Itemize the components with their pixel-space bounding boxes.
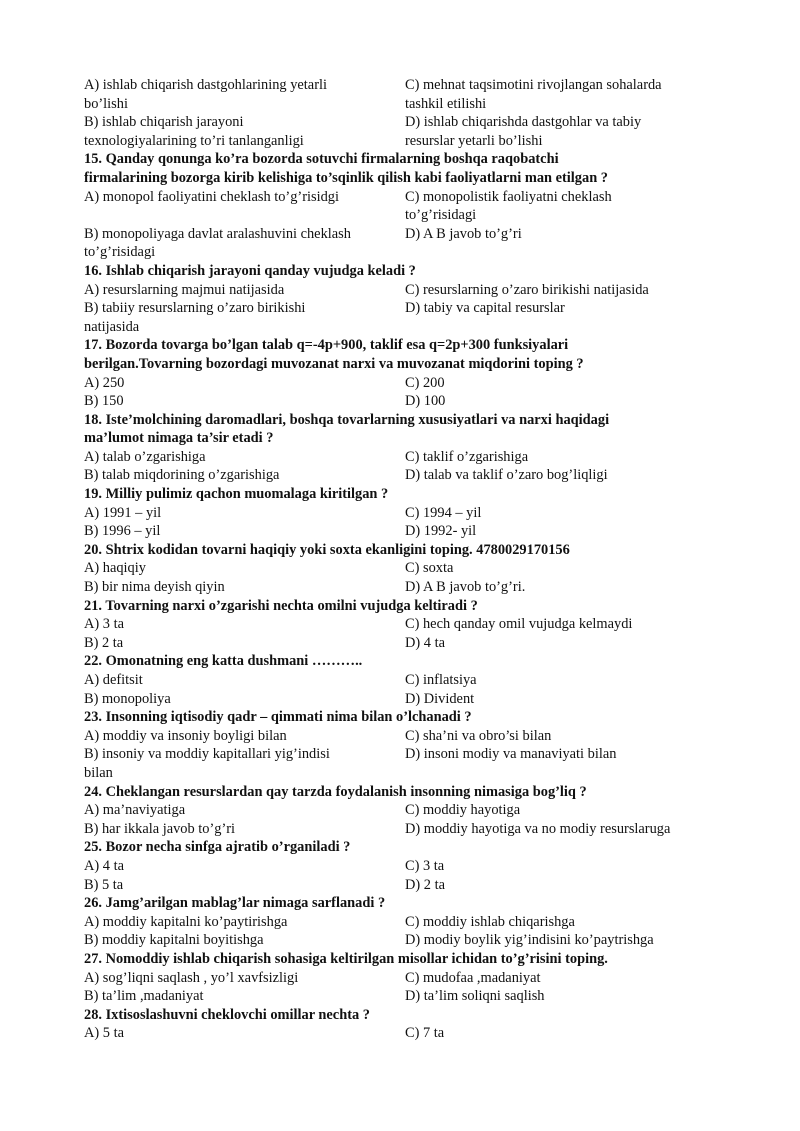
question-text: 21. Tovarning narxi o’zgarishi nechta omilni vujudga keltiradi ?	[84, 597, 478, 614]
option-line: A) moddiy va insoniy boyligi bilan	[84, 727, 287, 744]
option-line: A) ma’naviyatiga	[84, 802, 186, 819]
answer-option-right	[405, 76, 724, 113]
option-line: A) talab o’zgarishiga	[84, 448, 206, 465]
answer-option-right	[405, 615, 724, 634]
option-line: B) 2 ta	[84, 634, 124, 651]
option-line: texnologiyalarining to’ri tanlanganligi	[84, 132, 304, 149]
option-line: B) talab miqdorining o’zgarishiga	[84, 467, 280, 484]
option-line: C) 200	[405, 374, 445, 391]
answer-options-row	[84, 690, 724, 709]
answer-option-left	[84, 634, 405, 653]
option-line: A) haqiqiy	[84, 560, 146, 577]
answer-option-right	[405, 559, 724, 578]
answer-options-row	[84, 374, 724, 393]
answer-option-right	[405, 857, 724, 876]
answer-option-right	[405, 578, 724, 597]
answer-option-right	[405, 820, 724, 839]
option-line: C) 7 ta	[405, 1025, 445, 1042]
option-line: to’g’risidagi	[405, 207, 477, 224]
option-line: bo’lishi	[84, 95, 128, 112]
option-line: B) 150	[84, 393, 124, 410]
answer-option-left	[84, 392, 405, 411]
question-text: firmalarining bozorga kirib kelishiga to’sqinlik qilish kabi faoliyatlarni man etilgan ?	[84, 169, 608, 186]
option-line: C) moddiy ishlab chiqarishga	[405, 913, 575, 930]
question-text: 18. Iste’molchining daromadlari, boshqa tovarlarning xususiyatlari va narxi haqidagi	[84, 411, 610, 428]
option-line: B) bir nima deyish qiyin	[84, 579, 225, 596]
answer-options-row	[84, 225, 724, 262]
answer-option-right	[405, 876, 724, 895]
answer-options-row	[84, 931, 724, 950]
option-line: A) 5 ta	[84, 1025, 124, 1042]
option-line: D) 1992- yil	[405, 523, 477, 540]
answer-option-left	[84, 504, 405, 523]
option-line: C) mehnat taqsimotini rivojlangan sohalarda	[405, 77, 662, 93]
option-line: D) moddiy hayotiga va no modiy resurslaruga	[405, 820, 671, 837]
answer-option-right	[405, 801, 724, 820]
question-text: 26. Jamg’arilgan mablag’lar nimaga sarflanadi ?	[84, 895, 386, 912]
answer-option-left	[84, 690, 405, 709]
answer-option-right	[405, 690, 724, 709]
option-line: D) A B javob to’g’ri.	[405, 579, 526, 596]
option-line: D) 100	[405, 393, 446, 410]
option-line: D) tabiy va capital resurslar	[405, 300, 565, 317]
option-line: D) insoni modiy va manaviyati bilan	[405, 746, 617, 763]
option-line: D) ta’lim soliqni saqlish	[405, 988, 545, 1005]
question-text: 24. Cheklangan resurslardan qay tarzda foydalanish insonning nimasiga bog’liq ?	[84, 783, 587, 800]
answer-option-right	[405, 448, 724, 467]
answer-options-row	[84, 820, 724, 839]
option-line: A) 1991 – yil	[84, 504, 162, 521]
option-line: A) defitsit	[84, 672, 143, 688]
option-line: A) 250	[84, 374, 125, 391]
option-line: D) 4 ta	[405, 634, 445, 651]
option-line: C) inflatsiya	[405, 672, 477, 688]
answer-option-left	[84, 281, 405, 300]
answer-option-left	[84, 931, 405, 950]
answer-option-left	[84, 559, 405, 578]
answer-option-left	[84, 987, 405, 1006]
answer-option-left	[84, 857, 405, 876]
answer-option-left	[84, 727, 405, 746]
answer-option-left	[84, 522, 405, 541]
answer-options-row	[84, 1024, 724, 1043]
answer-options-row	[84, 969, 724, 988]
answer-options-row	[84, 913, 724, 932]
answer-option-left	[84, 745, 405, 782]
question-text: ma’lumot nimaga ta’sir etadi ?	[84, 430, 274, 447]
answer-option-left	[84, 299, 405, 336]
option-line: A) 3 ta	[84, 616, 124, 633]
question-text: 28. Ixtisoslashuvni cheklovchi omillar nechta ?	[84, 1006, 370, 1023]
answer-options-row	[84, 299, 724, 336]
question-text: 22. Omonatning eng katta dushmani ………..	[84, 653, 363, 670]
question-text: berilgan.Tovarning bozordagi muvozanat narxi va muvozanat miqdorini toping ?	[84, 355, 584, 372]
option-line: A) resurslarning majmui natijasida	[84, 281, 285, 298]
option-line: D) modiy boylik yig’indisini ko’paytrishga	[405, 932, 654, 949]
answer-options-row	[84, 281, 724, 300]
answer-option-right	[405, 969, 724, 988]
answer-option-right	[405, 392, 724, 411]
option-line: D) 2 ta	[405, 876, 445, 893]
answer-options-row	[84, 448, 724, 467]
answer-options-row	[84, 801, 724, 820]
option-line: C) 1994 – yil	[405, 504, 482, 521]
option-line: C) mudofaa ,madaniyat	[405, 969, 541, 986]
option-line: C) sha’ni va obro’si bilan	[405, 727, 552, 744]
answer-options-row	[84, 745, 724, 782]
answer-option-left	[84, 615, 405, 634]
option-line: C) resurslarning o’zaro birikishi natijasida	[405, 281, 649, 298]
option-line: B) ishlab chiqarish jarayoni	[84, 114, 244, 131]
answer-options-row	[84, 671, 724, 690]
option-line: C) taklif o’zgarishiga	[405, 448, 529, 465]
question-text: 17. Bozorda tovarga bo’lgan talab q=-4p+900, taklif esa q=2p+300 funksiyalari	[84, 337, 569, 354]
answer-option-left	[84, 448, 405, 467]
answer-options-row	[84, 392, 724, 411]
answer-option-left	[84, 466, 405, 485]
option-line: B) moddiy kapitalni boyitishga	[84, 932, 264, 949]
option-line: C) soxta	[405, 560, 454, 577]
question-text: 15. Qanday qonunga ko’ra bozorda sotuvchi firmalarning boshqa raqobatchi	[84, 151, 559, 168]
option-line: C) monopolistik faoliyatni cheklash	[405, 188, 612, 205]
answer-option-right	[405, 634, 724, 653]
answer-option-left	[84, 1024, 405, 1043]
option-line: to’g’risidagi	[84, 244, 156, 261]
answer-options-row	[84, 615, 724, 634]
option-line: A) sog’liqni saqlash , yo’l xavfsizligi	[84, 969, 299, 986]
answer-option-right	[405, 299, 724, 336]
answer-option-right	[405, 671, 724, 690]
answer-options-row	[84, 727, 724, 746]
answer-option-left	[84, 188, 405, 225]
option-line: D) Divident	[405, 690, 475, 707]
option-line: C) 3 ta	[405, 857, 445, 874]
question-text: 25. Bozor necha sinfga ajratib o’rganiladi ?	[84, 839, 351, 856]
answer-option-right	[405, 1024, 724, 1043]
answer-option-left	[84, 820, 405, 839]
answer-options-row	[84, 504, 724, 523]
option-line: B) monopoliya	[84, 690, 171, 707]
answer-option-left	[84, 578, 405, 597]
answer-option-right	[405, 113, 724, 150]
answer-options-row	[84, 188, 724, 225]
answer-options-row	[84, 634, 724, 653]
answer-options-row	[84, 76, 724, 113]
answer-options-row	[84, 466, 724, 485]
answer-option-left	[84, 113, 405, 150]
option-line: B) insoniy va moddiy kapitallari yig’indisi	[84, 746, 330, 763]
answer-option-right	[405, 931, 724, 950]
option-line: B) 5 ta	[84, 876, 124, 893]
option-line: B) 1996 – yil	[84, 523, 161, 540]
answer-option-right	[405, 504, 724, 523]
answer-options-row	[84, 578, 724, 597]
option-line: A) monopol faoliyatini cheklash to’g’risidgi	[84, 188, 339, 205]
answer-option-right	[405, 466, 724, 485]
answer-option-right	[405, 522, 724, 541]
option-line: D) A B javob to’g’ri	[405, 225, 522, 242]
option-line: A) moddiy kapitalni ko’paytirishga	[84, 913, 288, 930]
question-text: 20. Shtrix kodidan tovarni haqiqiy yoki soxta ekanligini toping. 4780029170156	[84, 541, 570, 558]
option-line: C) moddiy hayotiga	[405, 802, 521, 819]
question-text: 19. Milliy pulimiz qachon muomalaga kiritilgan ?	[84, 486, 389, 503]
answer-option-right	[405, 188, 724, 225]
answer-option-left	[84, 374, 405, 393]
answer-option-left	[84, 671, 405, 690]
option-line: A) 4 ta	[84, 857, 124, 874]
answer-options-row	[84, 987, 724, 1006]
answer-options-row	[84, 876, 724, 895]
answer-option-left	[84, 876, 405, 895]
answer-option-left	[84, 76, 405, 113]
answer-option-left	[84, 969, 405, 988]
answer-option-right	[405, 374, 724, 393]
option-line: B) tabiiy resurslarning o’zaro birikishi	[84, 300, 306, 317]
answer-option-right	[405, 913, 724, 932]
answer-options-row	[84, 857, 724, 876]
answer-option-left	[84, 801, 405, 820]
answer-option-right	[405, 281, 724, 300]
answer-option-right	[405, 225, 724, 262]
question-text: 23. Insonning iqtisodiy qadr – qimmati nima bilan o’lchanadi ?	[84, 709, 472, 726]
answer-option-right	[405, 745, 724, 782]
option-line: resurslar yetarli bo’lishi	[405, 132, 543, 149]
option-line: natijasida	[84, 318, 140, 335]
option-line: C) hech qanday omil vujudga kelmaydi	[405, 616, 633, 633]
option-line: bilan	[84, 764, 113, 781]
answer-option-right	[405, 727, 724, 746]
question-text: 27. Nomoddiy ishlab chiqarish sohasiga keltirilgan misollar ichidan to’g’risini toping.	[84, 950, 608, 967]
answer-options-row	[84, 113, 724, 150]
answer-option-left	[84, 225, 405, 262]
option-line: B) monopoliyaga davlat aralashuvini cheklash	[84, 225, 351, 242]
option-line: D) talab va taklif o’zaro bog’liqligi	[405, 467, 608, 484]
answer-option-left	[84, 913, 405, 932]
option-line: B) har ikkala javob to’g’ri	[84, 820, 236, 837]
option-line: A) ishlab chiqarish dastgohlarining yetarli	[84, 77, 327, 93]
answer-option-right	[405, 987, 724, 1006]
option-line: B) ta’lim ,madaniyat	[84, 988, 204, 1005]
answer-options-row	[84, 522, 724, 541]
quiz-document	[84, 76, 724, 1043]
answer-options-row	[84, 559, 724, 578]
question-text: 16. Ishlab chiqarish jarayoni qanday vujudga keladi ?	[84, 262, 416, 279]
option-line: D) ishlab chiqarishda dastgohlar va tabiy	[405, 114, 642, 131]
option-line: tashkil etilishi	[405, 95, 487, 112]
